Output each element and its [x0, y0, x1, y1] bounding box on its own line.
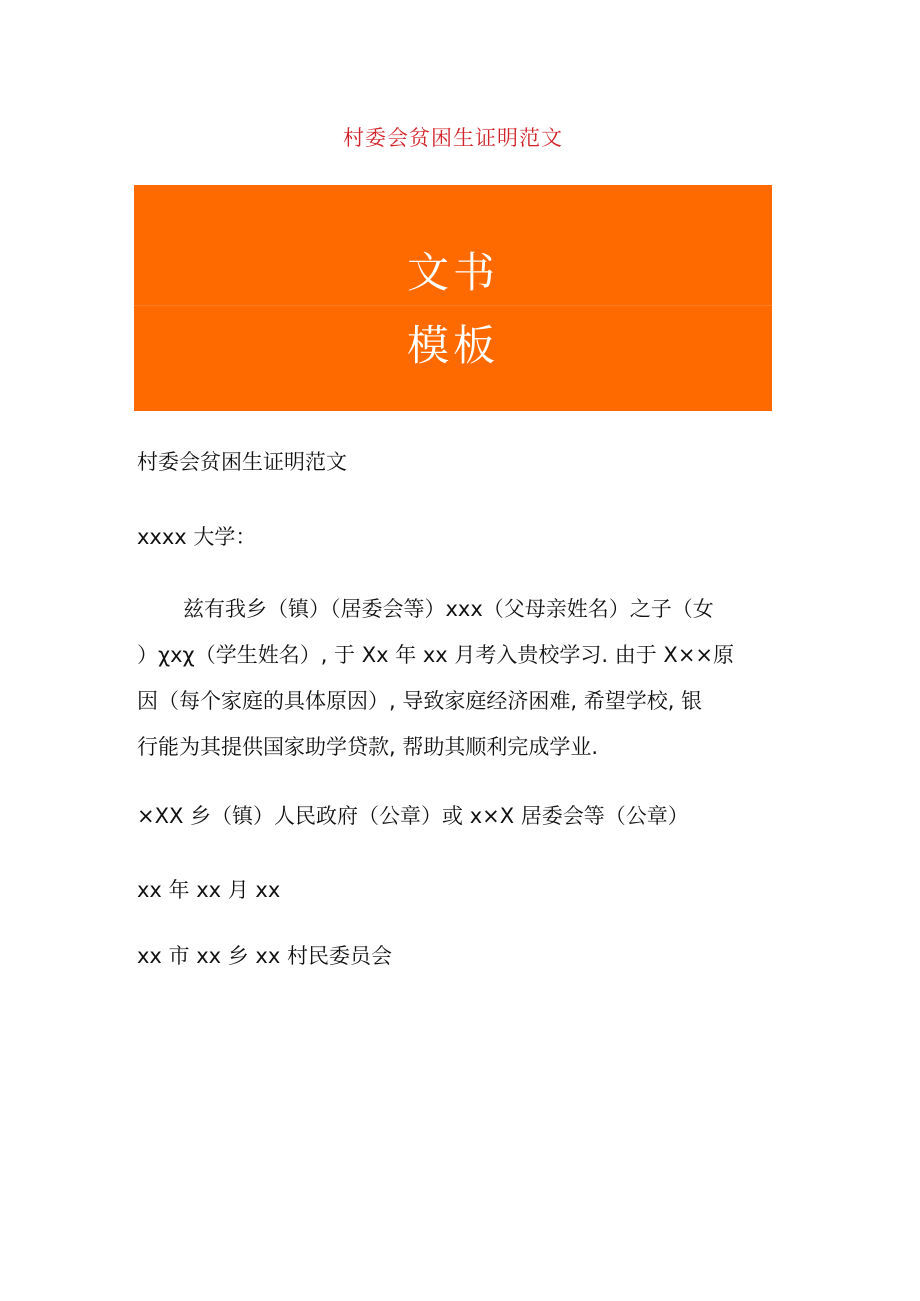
page-title: 村委会贫困生证明范文 — [343, 126, 563, 150]
template-banner — [134, 185, 772, 411]
salutation: xxxx 大学： — [137, 525, 257, 549]
body-line: 兹有我乡（镇）（居委会等）xxx（父母亲姓名）之子（女 — [183, 597, 714, 621]
committee-line: xx 市 xx 乡 xx 村民委员会 — [137, 944, 392, 968]
body-line: ）χxχ（学生姓名）, 于 Xx 年 xx 月考入贵校学习. 由于 X××原 — [137, 643, 735, 667]
banner-line-2: 模板 — [406, 321, 499, 370]
body-line: 行能为其提供国家助学贷款, 帮助其顺利完成学业. — [137, 735, 599, 759]
body-line: 因（每个家庭的具体原因）, 导致家庭经济困难, 希望学校, 银 — [137, 689, 703, 713]
banner-divider — [134, 305, 772, 306]
banner-line-1: 文书 — [406, 248, 499, 297]
issuer-line: ×XX 乡（镇）人民政府（公章）或 x×X 居委会等（公章） — [137, 804, 689, 828]
document-title: 村委会贫困生证明范文 — [137, 450, 347, 474]
body-paragraph — [137, 586, 767, 770]
date-line: xx 年 xx 月 xx — [137, 878, 281, 902]
